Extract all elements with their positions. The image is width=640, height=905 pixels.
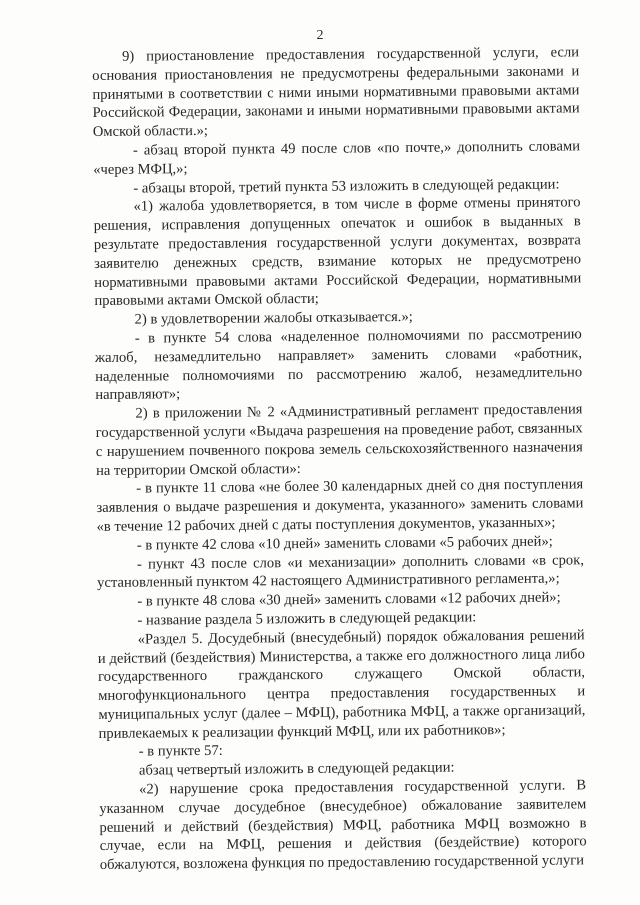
paragraph-point-11: - в пункте 11 слова «не более 30 календарных дней со дня поступления заявления о выдаче разрешения и документа, указанного» заменить словами «в течение 12 рабочих дней с даты поступления документов, указанных»; bbox=[96, 476, 584, 535]
paragraph-point-57: - в пункте 57: bbox=[138, 743, 223, 761]
paragraph-point-48: - в пункте 48 слова «30 дней» заменить словами «12 рабочих дней»; bbox=[137, 589, 561, 610]
paragraph-point-54: - в пункте 54 слова «наделенное полномочиями по рассмотрению жалоб, незамедлительно направляет» заменить словами «работник, наделенные полномочиями по рассмотрению жалоб, незамедлительно направляют»; bbox=[94, 326, 583, 404]
paragraph-complaint-satisfied: «1) жалоба удовлетворяется, в том числе в форме отмены принятого решения, исправления допущенных опечаток и ошибок в выданных в результате предоставления государственной услуги документах, возврата заявителю денежных средств, взимание которых не предусмотрено нормативными правовыми актами Российской Федерации, нормативными правовыми актами Омской области; bbox=[93, 194, 582, 310]
paragraph-item-9: 9) приостановление предоставления государственной услуги, если основания приостановления не предусмотрены федеральными законами и принятыми в соответствии с ними иными нормативными правовыми актами Российской Федерации, законами и иными нормативными правовыми актами Омской области.»; bbox=[92, 44, 580, 141]
page-number: 2 bbox=[316, 28, 324, 43]
paragraph-abzac-4: абзац четвертый изложить в следующей редакции: bbox=[138, 759, 455, 779]
paragraph-complaint-rejected: 2) в удовлетворении жалобы отказывается.»; bbox=[134, 309, 413, 328]
document-body bbox=[92, 43, 587, 875]
paragraph-point-49: - абзац второй пункта 49 после слов «по почте,» дополнить словами «через МФЦ,»; bbox=[93, 138, 581, 178]
paragraph-point-42: - в пункте 42 слова «10 дней» заменить словами «5 рабочих дней»; bbox=[136, 533, 553, 554]
paragraph-appendix-2: 2) в приложении № 2 «Административный регламент предоставления государственной услуги «Выдача разрешения на проведение работ, связанных с нарушением почвенного покрова земель сельскохозяйственного назначения на территории Омской области»: bbox=[95, 401, 583, 479]
paragraph-section-5-title: - название раздела 5 изложить в следующей редакции: bbox=[137, 609, 477, 629]
paragraph-deadline-violation: «2) нарушение срока предоставления государственной услуги. В указанном случае досудебное (внесудебное) обжалование заявителем решений и действий (бездействия) МФЦ, работника МФЦ возможно в случае, если на МФЦ, решения и действия (бездействие) которого обжалуются, возложена функция по предоставлению государственной услуги bbox=[99, 777, 587, 874]
paragraph-point-43: - пункт 43 после слов «и механизации» дополнить словами «в срок, установленный пунктом 42 настоящего Административного регламента,»; bbox=[97, 551, 585, 592]
paragraph-point-53: - абзацы второй, третий пункта 53 изложить в следующей редакции: bbox=[133, 176, 560, 197]
paragraph-section-5-text: «Раздел 5. Досудебный (внесудебный) порядок обжалования решений и действий (бездействия) Министерства, а также его должностного лица либо государственного гражданского служащего Омской области, многофункционального центра предоставления государственных и муниципальных услуг (далее – МФЦ), работника МФЦ, а также организаций, привлекаемых к реализации функций МФЦ, или их работников»; bbox=[97, 627, 586, 742]
